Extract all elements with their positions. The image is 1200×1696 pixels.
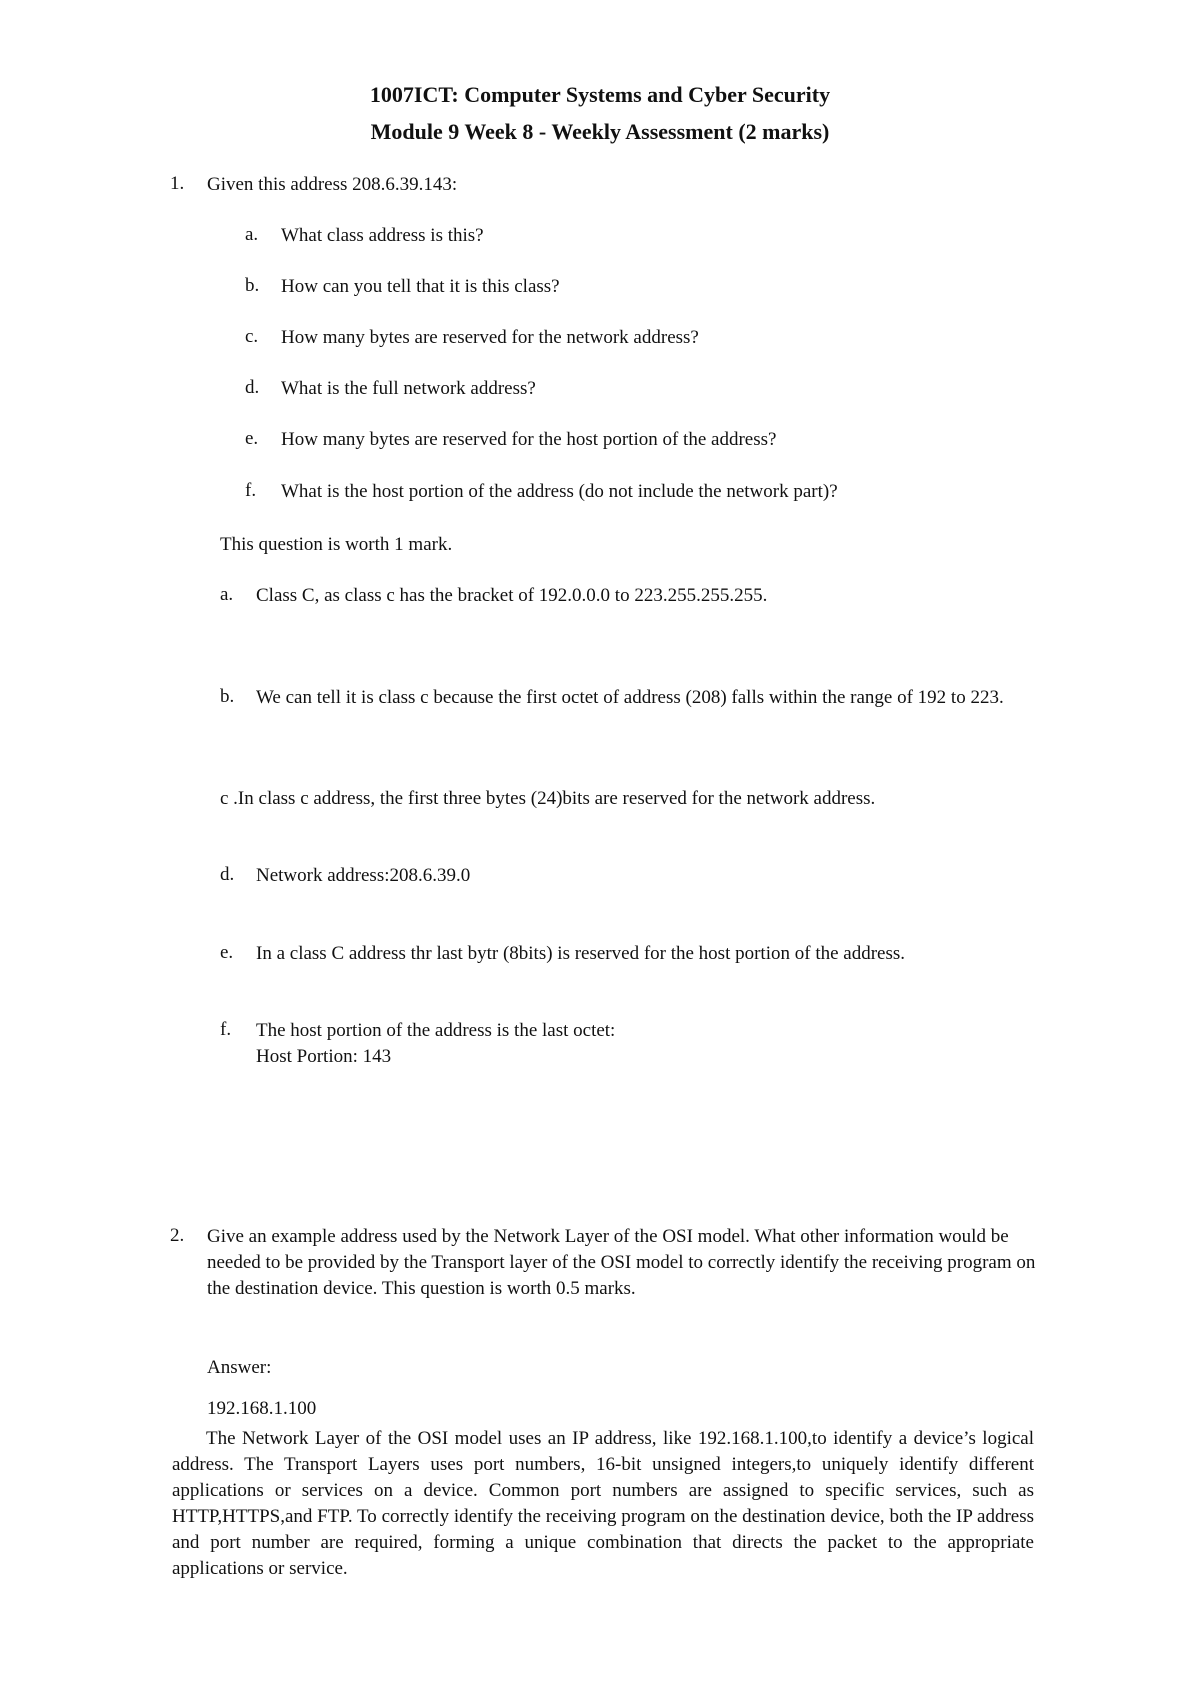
subquestion-f-text: What is the host portion of the address (do not include the network part)? [281, 481, 838, 502]
answer-a-text: Class C, as class c has the bracket of 192.0.0.0 to 223.255.255.255. [256, 585, 768, 606]
question-2-prompt: Give an example address used by the Network Layer of the OSI model. What other information would be needed to be provided by the Transport layer of the OSI model to correctly identify the receiving program on the destination device. This question is worth 0.5 marks. [207, 1226, 1036, 1299]
answer-d-label: d. [220, 864, 235, 885]
answer-label: Answer: [207, 1357, 272, 1378]
subquestion-a-text: What class address is this? [281, 225, 484, 246]
subquestion-d-label: d. [245, 377, 260, 398]
answer-e-label: e. [220, 942, 234, 963]
subquestion-e-text: How many bytes are reserved for the host portion of the address? [281, 429, 777, 450]
subquestion-e-label: e. [245, 428, 259, 449]
answer-paragraph: The Network Layer of the OSI model uses an IP address, like 192.168.1.100,to identify a device’s logical address. The Transport Layers uses port numbers, 16-bit unsigned integers,to uniquely identify different applications or services on a device. Common port numbers are assigned to specific services, such as HTTP,HTTPS,and FTP. To correctly identify the receiving program on the destination device, both the IP address and port number are required, forming a unique combination that directs the packet to the appropriate applications or service. [172, 1428, 1034, 1579]
answer-f-label: f. [220, 1019, 232, 1040]
subquestion-d-text: What is the full network address? [281, 378, 536, 399]
assessment-title: Module 9 Week 8 - Weekly Assessment (2 marks) [370, 119, 830, 144]
example-ip-address: 192.168.1.100 [207, 1398, 317, 1419]
subquestion-f-label: f. [245, 480, 257, 501]
course-title: 1007ICT: Computer Systems and Cyber Security [369, 82, 831, 107]
answer-f-host-portion: Host Portion: 143 [256, 1046, 392, 1067]
subquestion-c-text: How many bytes are reserved for the network address? [281, 327, 699, 348]
answer-e-text: In a class C address thr last bytr (8bits) is reserved for the host portion of the address. [256, 943, 906, 964]
subquestion-c-label: c. [245, 326, 259, 347]
question-2-number: 2. [170, 1225, 185, 1246]
subquestion-b-label: b. [245, 275, 260, 296]
question-1-worth: This question is worth 1 mark. [220, 534, 453, 555]
answer-b-label: b. [220, 686, 235, 707]
question-1-number: 1. [170, 173, 185, 194]
subquestion-b-text: How can you tell that it is this class? [281, 276, 560, 297]
answer-f-text: The host portion of the address is the last octet: [256, 1020, 616, 1041]
subquestion-a-label: a. [245, 224, 259, 245]
question-1-prompt: Given this address 208.6.39.143: [207, 174, 458, 195]
answer-d-text: Network address:208.6.39.0 [256, 865, 471, 886]
answer-b-text: We can tell it is class c because the first octet of address (208) falls within the range of 192 to 223. [256, 687, 1004, 708]
answer-a-label: a. [220, 584, 234, 605]
answer-c-text: c .In class c address, the first three bytes (24)bits are reserved for the network address. [220, 788, 876, 809]
